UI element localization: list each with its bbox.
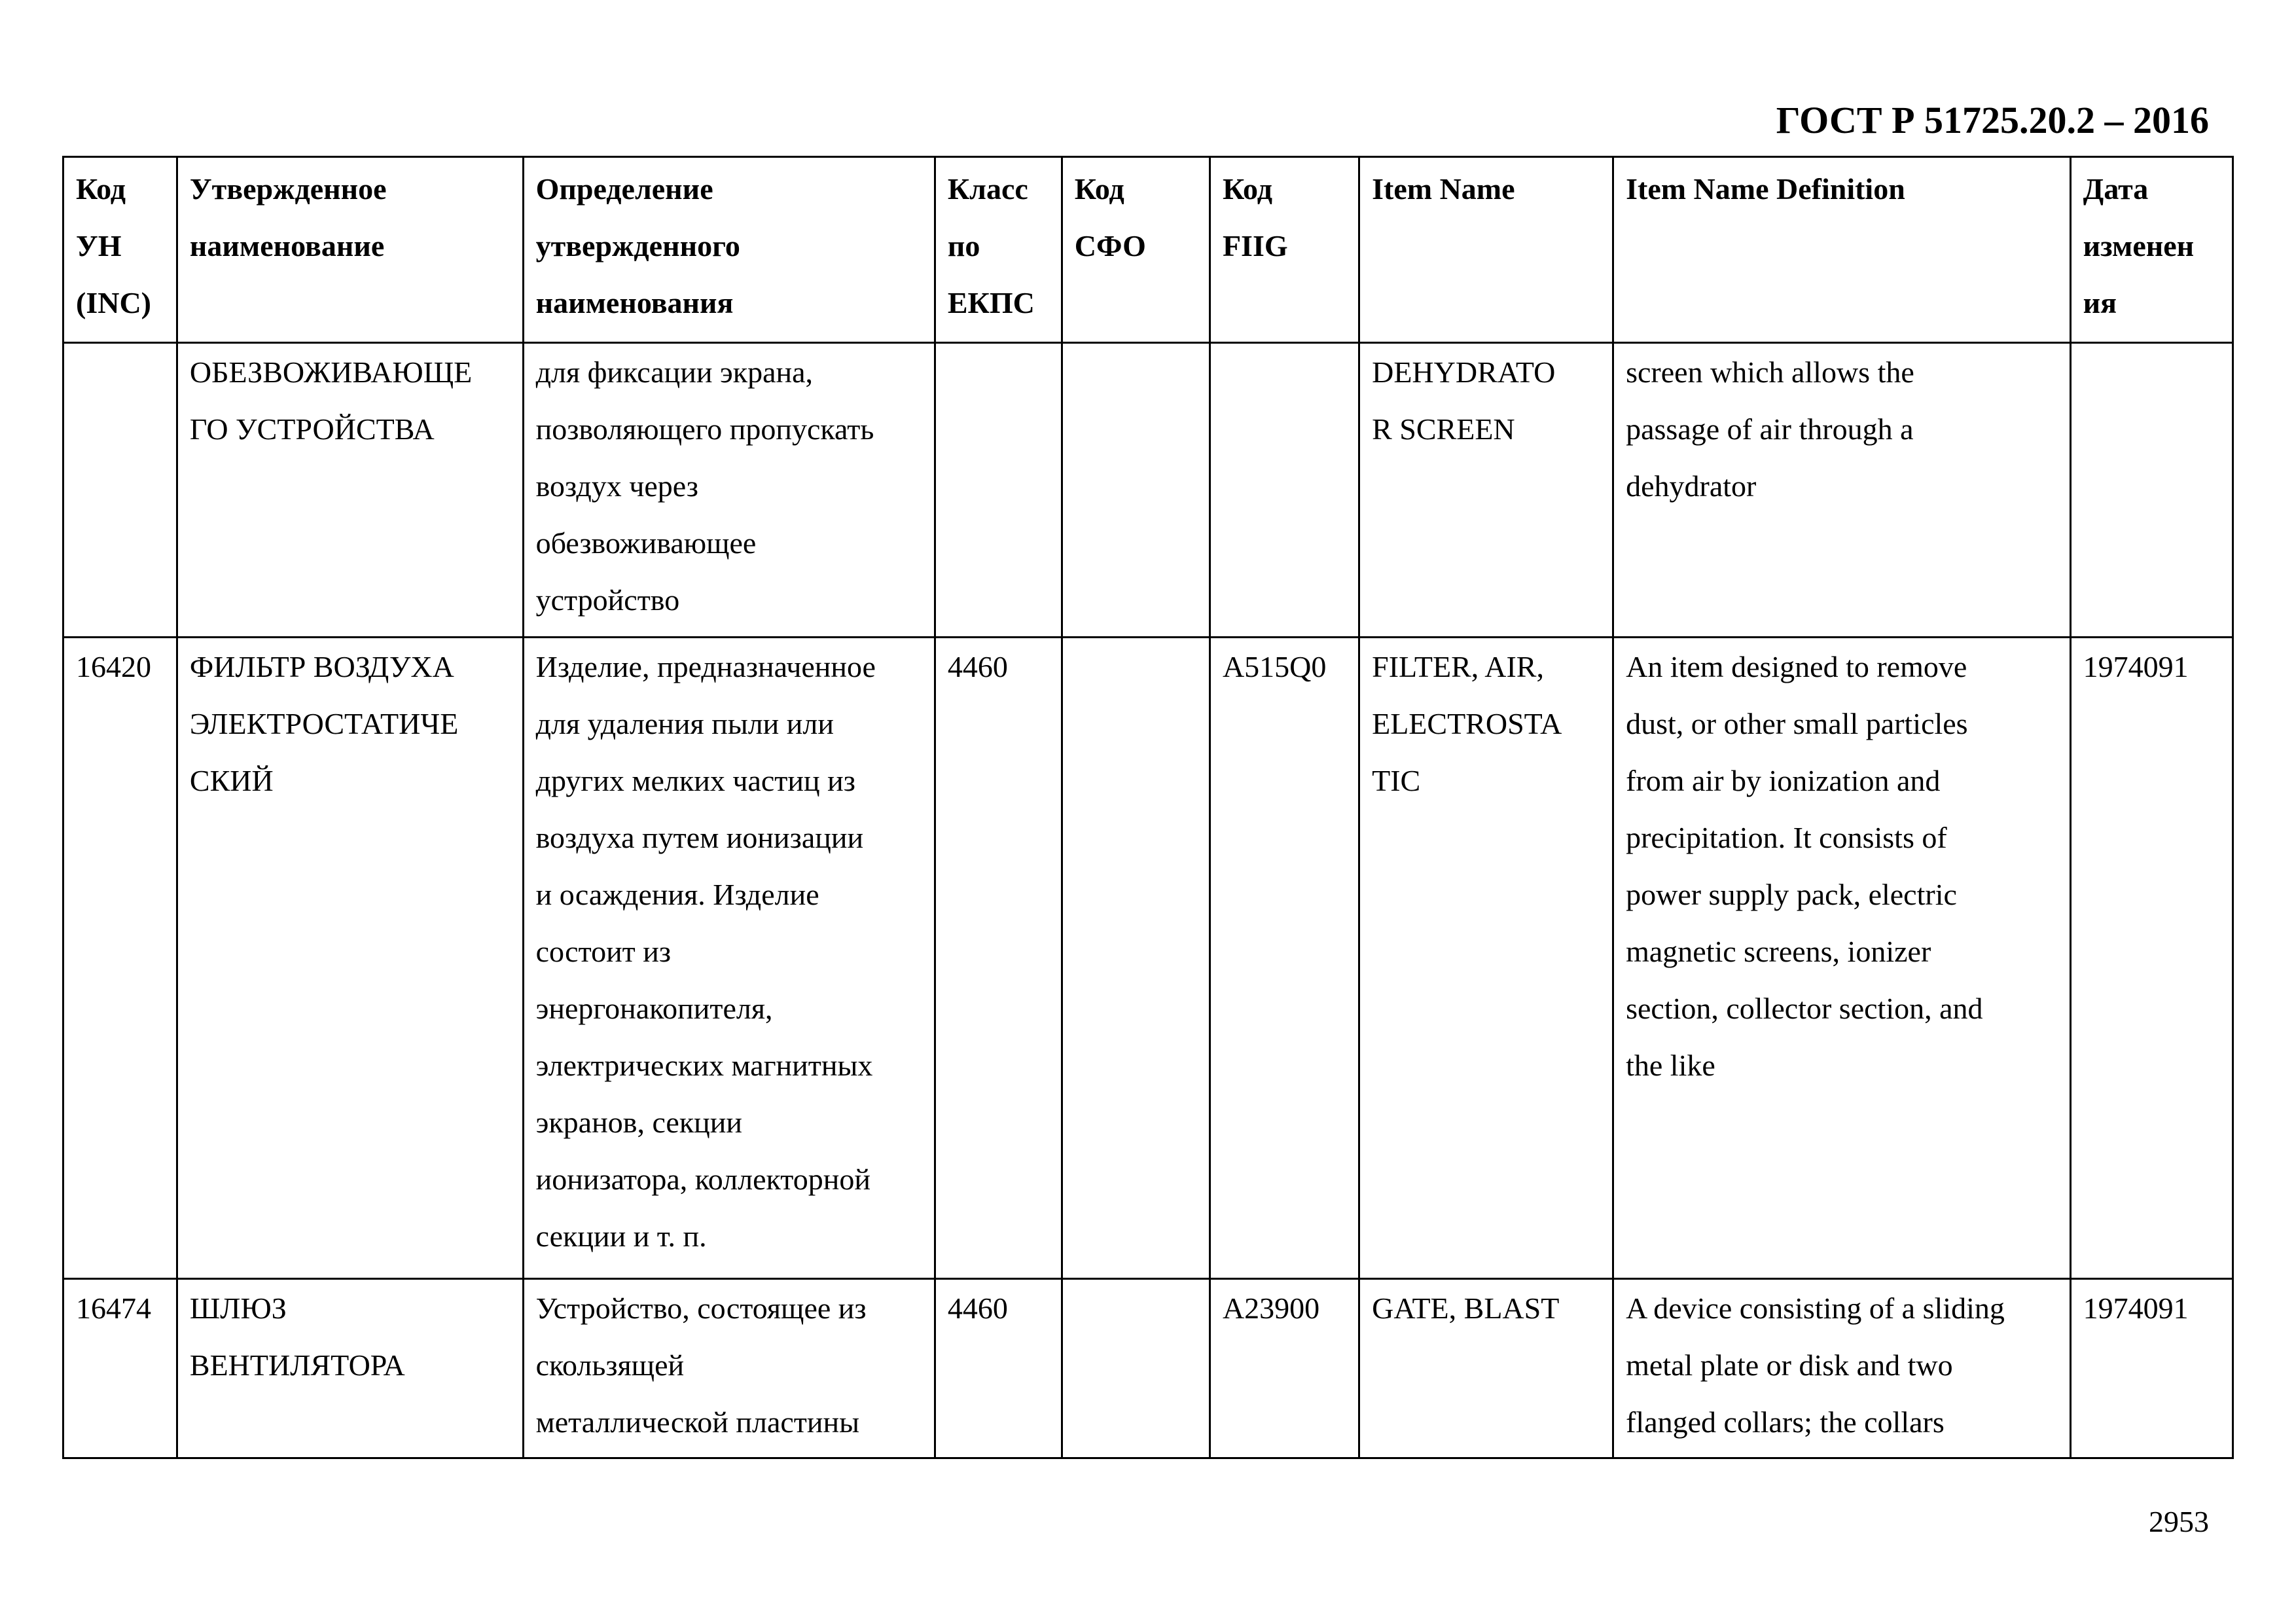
cell-sfo bbox=[1062, 638, 1210, 1279]
header-item-name: Item Name bbox=[1359, 157, 1613, 343]
cell-date: 1974091 bbox=[2070, 1279, 2233, 1458]
cell-sfo bbox=[1062, 1279, 1210, 1458]
items-table bbox=[62, 156, 2234, 1459]
page-number: 2953 bbox=[2149, 1505, 2209, 1538]
header-item-name-definition: Item Name Definition bbox=[1613, 157, 2071, 343]
table-row bbox=[63, 343, 2233, 638]
cell-name-ru: ОБЕЗВОЖИВАЮЩЕ ГО УСТРОЙСТВА bbox=[177, 343, 523, 638]
table-row bbox=[63, 1279, 2233, 1458]
header-definition-ru: Определение утвержденного наименования bbox=[523, 157, 935, 343]
table-row bbox=[63, 638, 2233, 1279]
header-name-ru: Утвержденное наименование bbox=[177, 157, 523, 343]
header-fiig: Код FIIG bbox=[1210, 157, 1359, 343]
cell-fiig: A515Q0 bbox=[1210, 638, 1359, 1279]
cell-item-name-definition: A device consisting of a sliding metal plate or disk and two flanged collars; the collars bbox=[1613, 1279, 2071, 1458]
cell-inc: 16420 bbox=[63, 638, 177, 1279]
cell-item-name-definition: An item designed to remove dust, or other small particles from air by ionization and precipitation. It consists of power supply pack, electric magnetic screens, ionizer section, collector section, and the like bbox=[1613, 638, 2071, 1279]
cell-class: 4460 bbox=[935, 638, 1062, 1279]
header-inc: Код УН (INC) bbox=[63, 157, 177, 343]
document-header: ГОСТ Р 51725.20.2 – 2016 bbox=[1776, 99, 2209, 141]
cell-fiig bbox=[1210, 343, 1359, 638]
header-class: Класс по ЕКПС bbox=[935, 157, 1062, 343]
cell-class: 4460 bbox=[935, 1279, 1062, 1458]
cell-name-ru: ШЛЮЗ ВЕНТИЛЯТОРА bbox=[177, 1279, 523, 1458]
cell-inc: 16474 bbox=[63, 1279, 177, 1458]
cell-sfo bbox=[1062, 343, 1210, 638]
cell-definition-ru: для фиксации экрана, позволяющего пропускать воздух через обезвоживающее устройство bbox=[523, 343, 935, 638]
cell-item-name: FILTER, AIR, ELECTROSTA TIC bbox=[1359, 638, 1613, 1279]
cell-fiig: A23900 bbox=[1210, 1279, 1359, 1458]
cell-item-name: GATE, BLAST bbox=[1359, 1279, 1613, 1458]
cell-item-name-definition: screen which allows the passage of air through a dehydrator bbox=[1613, 343, 2071, 638]
table-header-row bbox=[63, 157, 2233, 343]
cell-date: 1974091 bbox=[2070, 638, 2233, 1279]
cell-class bbox=[935, 343, 1062, 638]
cell-name-ru: ФИЛЬТР ВОЗДУХА ЭЛЕКТРОСТАТИЧЕ СКИЙ bbox=[177, 638, 523, 1279]
cell-date bbox=[2070, 343, 2233, 638]
header-sfo: Код СФО bbox=[1062, 157, 1210, 343]
cell-definition-ru: Устройство, состоящее из скользящей металлической пластины bbox=[523, 1279, 935, 1458]
cell-item-name: DEHYDRATO R SCREEN bbox=[1359, 343, 1613, 638]
cell-definition-ru: Изделие, предназначенное для удаления пыли или других мелких частиц из воздуха путем ионизации и осаждения. Изделие состоит из энергонакопителя, электрических магнитных экранов, секции ионизатора, коллекторной секции и т. п. bbox=[523, 638, 935, 1279]
cell-inc bbox=[63, 343, 177, 638]
header-date: Дата изменен ия bbox=[2070, 157, 2233, 343]
